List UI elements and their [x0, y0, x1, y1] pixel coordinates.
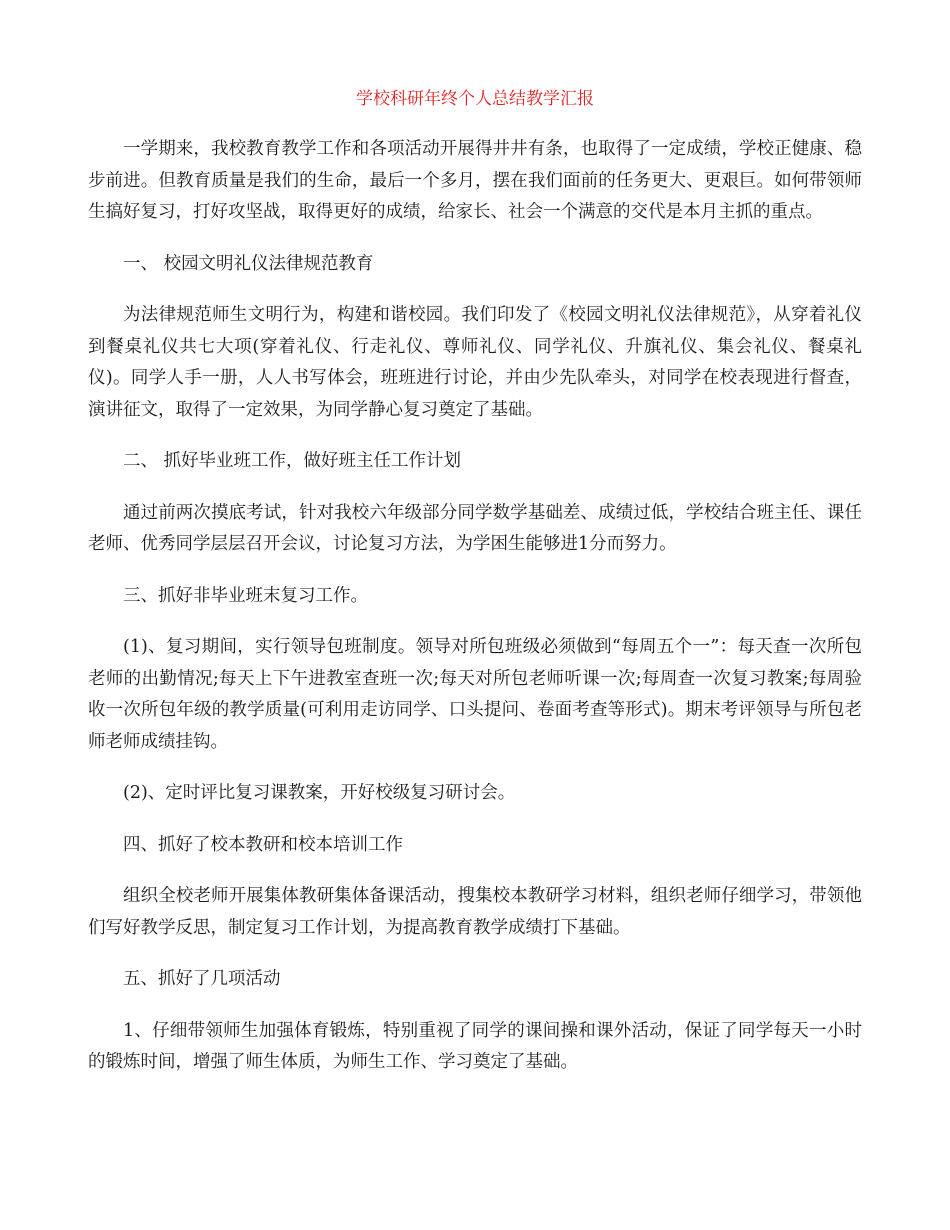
section-3-item-2: (2)、定时评比复习课教案，开好校级复习研讨会。 — [123, 783, 516, 803]
document-title: 学校科研年终个人总结教学汇报 — [356, 89, 594, 109]
section-heading-1: 一、 校园文明礼仪法律规范教育 — [123, 253, 374, 274]
section-heading-2: 二、 抓好毕业班工作，做好班主任工作计划 — [123, 451, 462, 471]
intro-paragraph: 一学期来，我校教育教学工作和各项活动开展得井井有条，也取得了一定成绩，学校正健康、稳步前进。但教育质量是我们的生命，最后一个多月，摆在我们面前的任务更大、更艰巨。如何带领师生搞好复习，打好攻坚战，取得更好的成绩，给家长、社会一个满意的交代是本月主抓的重点。 — [88, 139, 862, 222]
section-2-paragraph: 通过前两次摸底考试，针对我校六年级部分同学数学基础差、成绩过低，学校结合班主任、课任老师、优秀同学层层召开会议，讨论复习方法，为学困生能够进1分而努力。 — [88, 502, 862, 554]
section-3-item-1: (1)、复习期间，实行领导包班制度。领导对所包班级必须做到“每周五个一”：每天查一次所包老师的出勤情况;每天上下午进教室查班一次;每天对所包老师听课一次;每周查一次复习教案;每周验收一次所包年级的教学质量(可利用走访同学、口头提问、卷面考查等形式)。期末考评领导与所包老师老师成绩挂钩。 — [88, 637, 862, 752]
section-heading-4: 四、抓好了校本教研和校本培训工作 — [123, 834, 403, 855]
section-heading-3: 三、抓好非毕业班末复习工作。 — [123, 585, 368, 606]
section-5-item-1: 1、仔细带领师生加强体育锻炼，特别重视了同学的课间操和课外活动，保证了同学每天一小时的锻炼时间，增强了师生体质，为师生工作、学习奠定了基础。 — [88, 1020, 862, 1072]
section-4-paragraph: 组织全校老师开展集体教研集体备课活动，搜集校本教研学习材料，组织老师仔细学习，带领他们写好教学反思，制定复习工作计划，为提高教育教学成绩打下基础。 — [88, 886, 862, 938]
section-1-paragraph: 为法律规范师生文明行为，构建和谐校园。我们印发了《校园文明礼仪法律规范》，从穿着礼仪到餐桌礼仪共七大项(穿着礼仪、行走礼仪、尊师礼仪、同学礼仪、升旗礼仪、集会礼仪、餐桌礼仪)。同学人手一册，人人书写体会，班班进行讨论，并由少先队牵头，对同学在校表现进行督查，演讲征文，取得了一定效果，为同学静心复习奠定了基础。 — [88, 305, 862, 420]
section-heading-5: 五、抓好了几项活动 — [123, 969, 281, 989]
